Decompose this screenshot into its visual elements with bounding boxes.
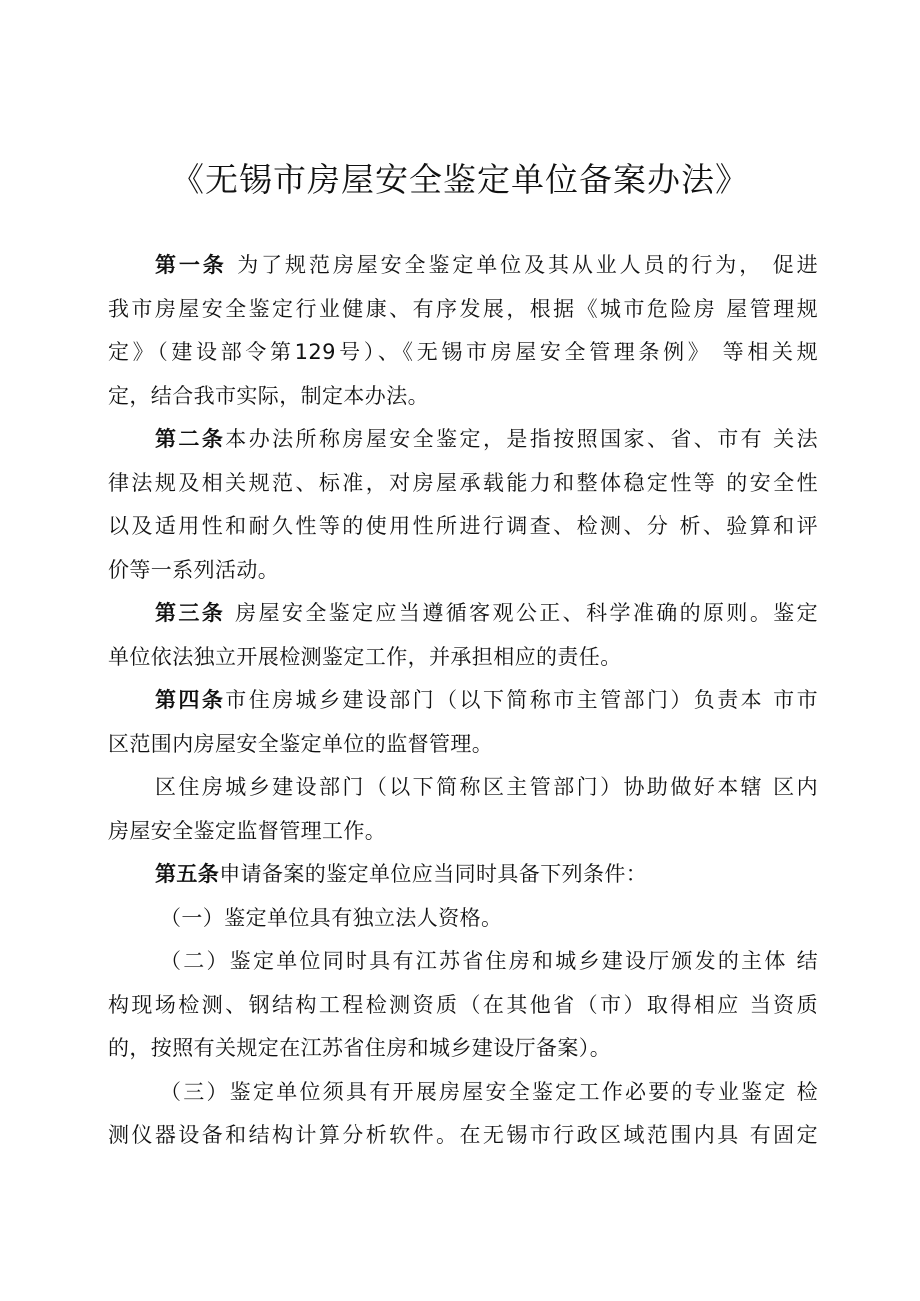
paragraph-line: 区范围内房屋安全鉴定单位的监督管理。 [108, 731, 494, 756]
paragraph-line [108, 679, 818, 723]
paragraph-line: 区住房城乡建设部门（以下简称区主管部门）协助做好本辖 区内 [155, 775, 818, 799]
paragraph-line: （二）鉴定单位同时具有江苏省住房和城乡建设厅颁发的主体 结 [160, 949, 818, 973]
paragraph-line [108, 244, 818, 288]
paragraph-line: （三）鉴定单位须具有开展房屋安全鉴定工作必要的专业鉴定 检 [160, 1079, 818, 1104]
paragraph-line [108, 853, 818, 897]
document-title: 《无锡市房屋安全鉴定单位备案办法》 [171, 160, 749, 199]
paragraph-line: 价等一系列活动。 [108, 557, 280, 582]
article-number: 第二条 [155, 427, 226, 451]
paragraph-text: 申请备案的鉴定单位应当同时具备下列条件： [219, 862, 648, 886]
paragraph-line: 定》（建设部令第129号）、《无锡市房屋安全管理条例》 等相关规 [108, 340, 818, 364]
paragraph-text: 房屋安全鉴定应当遵循客观公正、科学准确的原则。鉴定 [233, 601, 819, 625]
paragraph-line: （一）鉴定单位具有独立法人资格。 [160, 905, 503, 930]
paragraph-line [108, 592, 818, 636]
article-number: 第四条 [155, 688, 226, 712]
paragraph-line: 我市房屋安全鉴定行业健康、有序发展，根据《城市危险房 屋管理规 [108, 296, 818, 321]
paragraph-line: 测仪器设备和结构计算分析软件。在无锡市行政区域范围内具 有固定 [108, 1123, 818, 1147]
paragraph-line: 以及适用性和耐久性等的使用性所进行调查、检测、分 析、验算和评 [108, 514, 818, 538]
article-number: 第五条 [155, 862, 220, 886]
paragraph-line [108, 418, 818, 462]
paragraph-line: 房屋安全鉴定监督管理工作。 [108, 818, 387, 843]
paragraph-line: 单位依法独立开展检测鉴定工作，并承担相应的责任。 [108, 644, 622, 669]
paragraph-line: 构现场检测、钢结构工程检测资质（在其他省（市）取得相应 当资质 [108, 992, 818, 1017]
paragraph-text: 为了规范房屋安全鉴定单位及其从业人员的行为， 促进 [234, 253, 818, 277]
paragraph-text: 本办法所称房屋安全鉴定，是指按照国家、省、市有 关法 [225, 427, 818, 451]
article-number: 第一条 [155, 253, 227, 277]
paragraph-text: 市住房城乡建设部门（以下简称市主管部门）负责本 市市 [225, 688, 818, 712]
paragraph-line: 的，按照有关规定在江苏省住房和城乡建设厅备案）。 [108, 1036, 612, 1060]
document-body [108, 244, 818, 1158]
paragraph-line: 律法规及相关规范、标准，对房屋承载能力和整体稳定性等 的安全性 [108, 470, 818, 495]
article-number: 第三条 [155, 601, 226, 625]
paragraph-line: 定，结合我市实际，制定本办法。 [108, 383, 429, 408]
